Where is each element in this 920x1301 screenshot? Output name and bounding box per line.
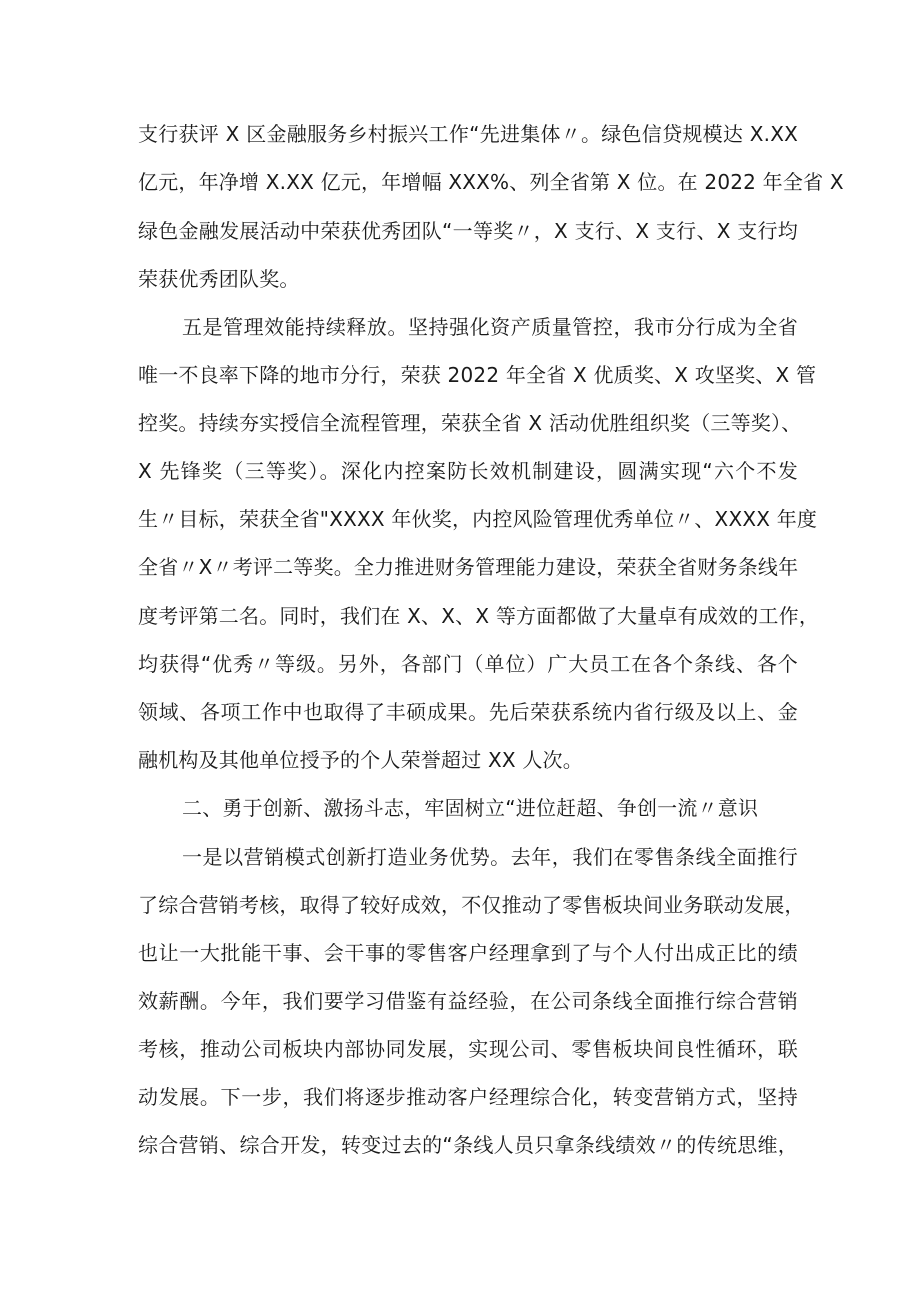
- text-line: 了综合营销考核，取得了较好成效，不仅推动了零售板块间业务联动发展，: [138, 893, 805, 917]
- text-line: 全省〃X〃考评二等奖。全力推进财务管理能力建设，荣获全省财务条线年: [138, 555, 799, 579]
- text-line: 考核，推动公司板块内部协同发展，实现公司、零售板块间良性循环，联: [138, 1037, 798, 1061]
- text-line: X 先锋奖（三等奖）。深化内控案防长效机制建设，圆满实现“六个不发: [138, 459, 798, 483]
- text-line: 唯一不良率下降的地市分行，荣获 2022 年全省 X 优质奖、X 攻坚奖、X 管: [138, 363, 817, 387]
- text-line: 领域、各项工作中也取得了丰硕成果。先后荣获系统内省行级及以上、金: [138, 700, 798, 724]
- text-line: 生〃目标，荣获全省"XXXX 年伙奖，内控风险管理优秀单位〃、XXXX 年度: [138, 507, 818, 531]
- text-line: 融机构及其他单位授予的个人荣誉超过 XX 人次。: [138, 748, 583, 772]
- text-line: 均获得“优秀〃等级。另外，各部门（单位）广大员工在各个条线、各个: [138, 652, 798, 676]
- text-line: 控奖。持续夯实授信全流程管理，荣获全省 X 活动优胜组织奖（三等奖）、: [138, 411, 802, 435]
- text-line: 支行获评 X 区金融服务乡村振兴工作“先进集体〃。绿色信贷规模达 X.XX: [138, 122, 798, 146]
- text-line: 五是管理效能持续释放。坚持强化资产质量管控，我市分行成为全省: [182, 315, 798, 339]
- text-line: 度考评第二名。同时，我们在 X、X、X 等方面都做了大量卓有成效的工作，: [138, 604, 820, 628]
- text-line: 亿元，年净增 X.XX 亿元，年增幅 XXX%、列全省第 X 位。在 2022 年全省 X: [138, 170, 844, 194]
- text-line: 也让一大批能干事、会干事的零售客户经理拿到了与个人付出成正比的绩: [138, 941, 798, 965]
- text-line: 动发展。下一步，我们将逐步推动客户经理综合化，转变营销方式，坚持: [138, 1085, 798, 1109]
- text-line: 荣获优秀团队奖。: [138, 267, 300, 291]
- text-line: 绿色金融发展活动中荣获优秀团队“一等奖〃，X 支行、X 支行、X 支行均: [138, 219, 798, 243]
- text-line: 综合营销、综合开发，转变过去的“条线人员只拿条线绩效〃的传统思维，: [138, 1133, 798, 1157]
- section-heading: 二、勇于创新、激扬斗志，牢固树立“进位赶超、争创一流〃意识: [182, 796, 759, 820]
- text-line: 一是以营销模式创新打造业务优势。去年，我们在零售条线全面推行: [182, 845, 798, 869]
- text-line: 效薪酬。今年，我们要学习借鉴有益经验，在公司条线全面推行综合营销: [138, 989, 798, 1013]
